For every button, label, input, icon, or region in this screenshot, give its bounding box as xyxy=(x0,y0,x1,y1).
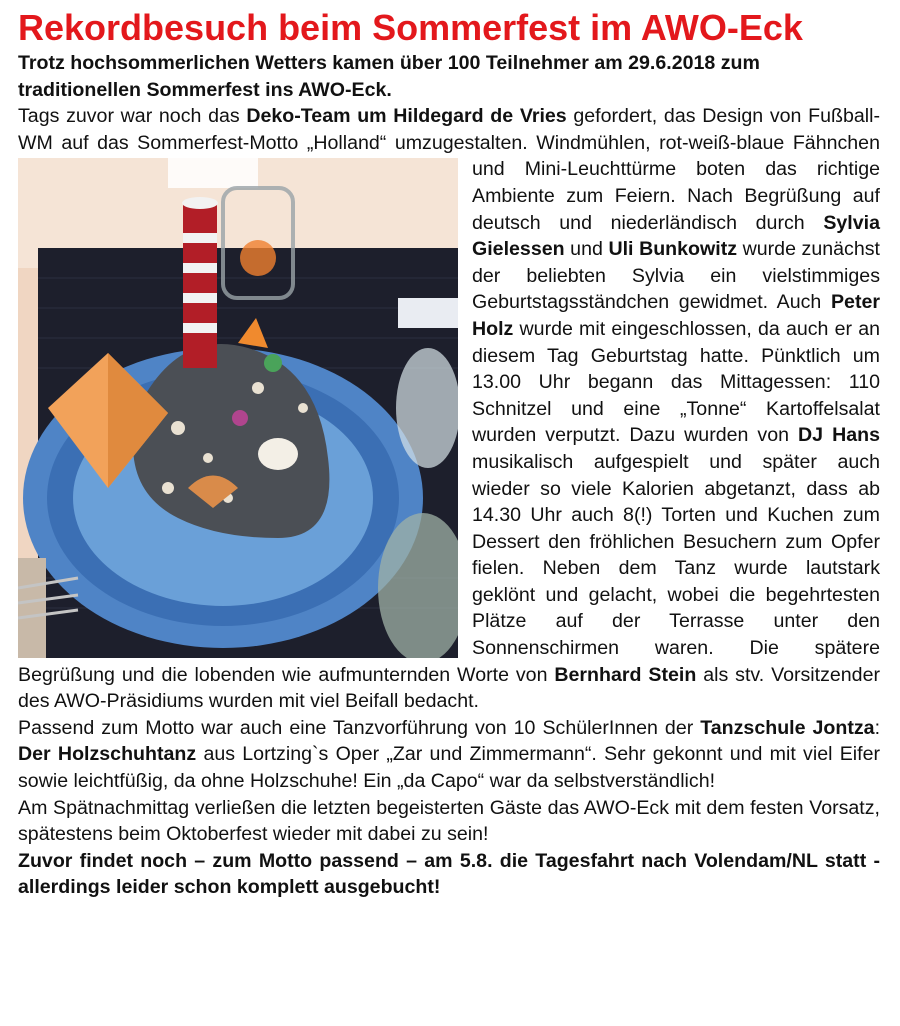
name-tanzschule-jontza: Tanzschule Jontza xyxy=(700,716,875,739)
name-bernhard-stein: Bernhard Stein xyxy=(554,663,697,686)
text-run: gefordert, das Design von Fußball-WM auf das Sommerfest-Motto „Holland“ umzugestalten. Windmühlen, rot-weiß-blaue Fähnchen und Mini-Leuchttürme boten das richtige Ambiente zum Feiern. Nach Begrüßung auf deutsch und niederländisch durch xyxy=(18,105,880,233)
text-run: aus Lortzing`s Oper „Zar und Zimmermann“. Sehr gekonnt und mit viel Eifer sowie leichtfüßig, da ohne Holzschuhe! Ein „da Capo“ war da selbstverständlich! xyxy=(18,743,881,793)
text-run: Tags zuvor war noch das xyxy=(18,105,247,128)
body-paragraph-1 xyxy=(18,103,880,715)
text-run: musikalisch aufgespielt und später auch wieder so viele Kalorien abgetanzt, dass ab 14.30 Uhr auch 8(!) Torten und Kuchen zum Dessert den fröhlichen Besuchern zum Opfer fielen. Neben dem Tanz wurde lautstark geklönt und gelacht, wobei die begehrtesten Plätze auf der Terrasse unter den Sonnenschirmen waren. Die spätere Begrüßung und die lobenden wie aufmunternden Worte von xyxy=(18,450,880,686)
name-deko-team: Deko-Team um Hildegard de Vries xyxy=(246,105,567,128)
body-paragraph-2 xyxy=(18,715,880,795)
lead-paragraph: Trotz hochsommerlichen Wetters kamen über 100 Teilnehmer am 29.6.2018 zum traditionellen Sommerfest ins AWO-Eck. xyxy=(18,52,760,101)
text-run: : xyxy=(874,716,881,739)
name-uli-bunkowitz: Uli Bunkowitz xyxy=(608,238,738,261)
text-run: Passend zum Motto war auch eine Tanzvorführung von 10 SchülerInnen der xyxy=(18,716,701,739)
name-peter-holz: Peter Holz xyxy=(472,291,880,340)
name-dj-hans: DJ Hans xyxy=(798,424,880,447)
table-decoration-photo xyxy=(18,158,458,658)
text-run: wurde mit eingeschlossen, da auch er an diesem Tag Geburtstag hatte. Pünktlich um 13.00 Uhr begann das Mittagessen: 110 Schnitzel und eine „Tonne“ Kartoffelsalat wurden verputzt. Dazu wurden von xyxy=(472,317,880,447)
text-run: als stv. Vorsitzender des AWO-Präsidiums wurden mit viel Beifall bedacht. xyxy=(18,663,881,713)
body-paragraph-3: Am Spätnachmittag verließen die letzten begeisterten Gäste das AWO-Eck mit dem festen Vorsatz, spätestens beim Oktoberfest wieder mit dabei zu sein! xyxy=(18,796,880,846)
text-run: wurde zunächst der beliebten Sylvia ein vielstimmiges Geburtstagsständchen gewidmet. Auch xyxy=(472,238,880,314)
name-sylvia-gielessen: Sylvia Gielessen xyxy=(472,211,880,261)
closing-paragraph: Zuvor findet noch – zum Motto passend – am 5.8. die Tagesfahrt nach Volendam/NL statt - allerdings leider schon komplett ausgebucht! xyxy=(18,849,880,899)
title-holzschuhtanz: Der Holzschuhtanz xyxy=(18,743,197,766)
headline: Rekordbesuch beim Sommerfest im AWO-Eck xyxy=(18,7,803,48)
text-run: und xyxy=(564,238,609,261)
